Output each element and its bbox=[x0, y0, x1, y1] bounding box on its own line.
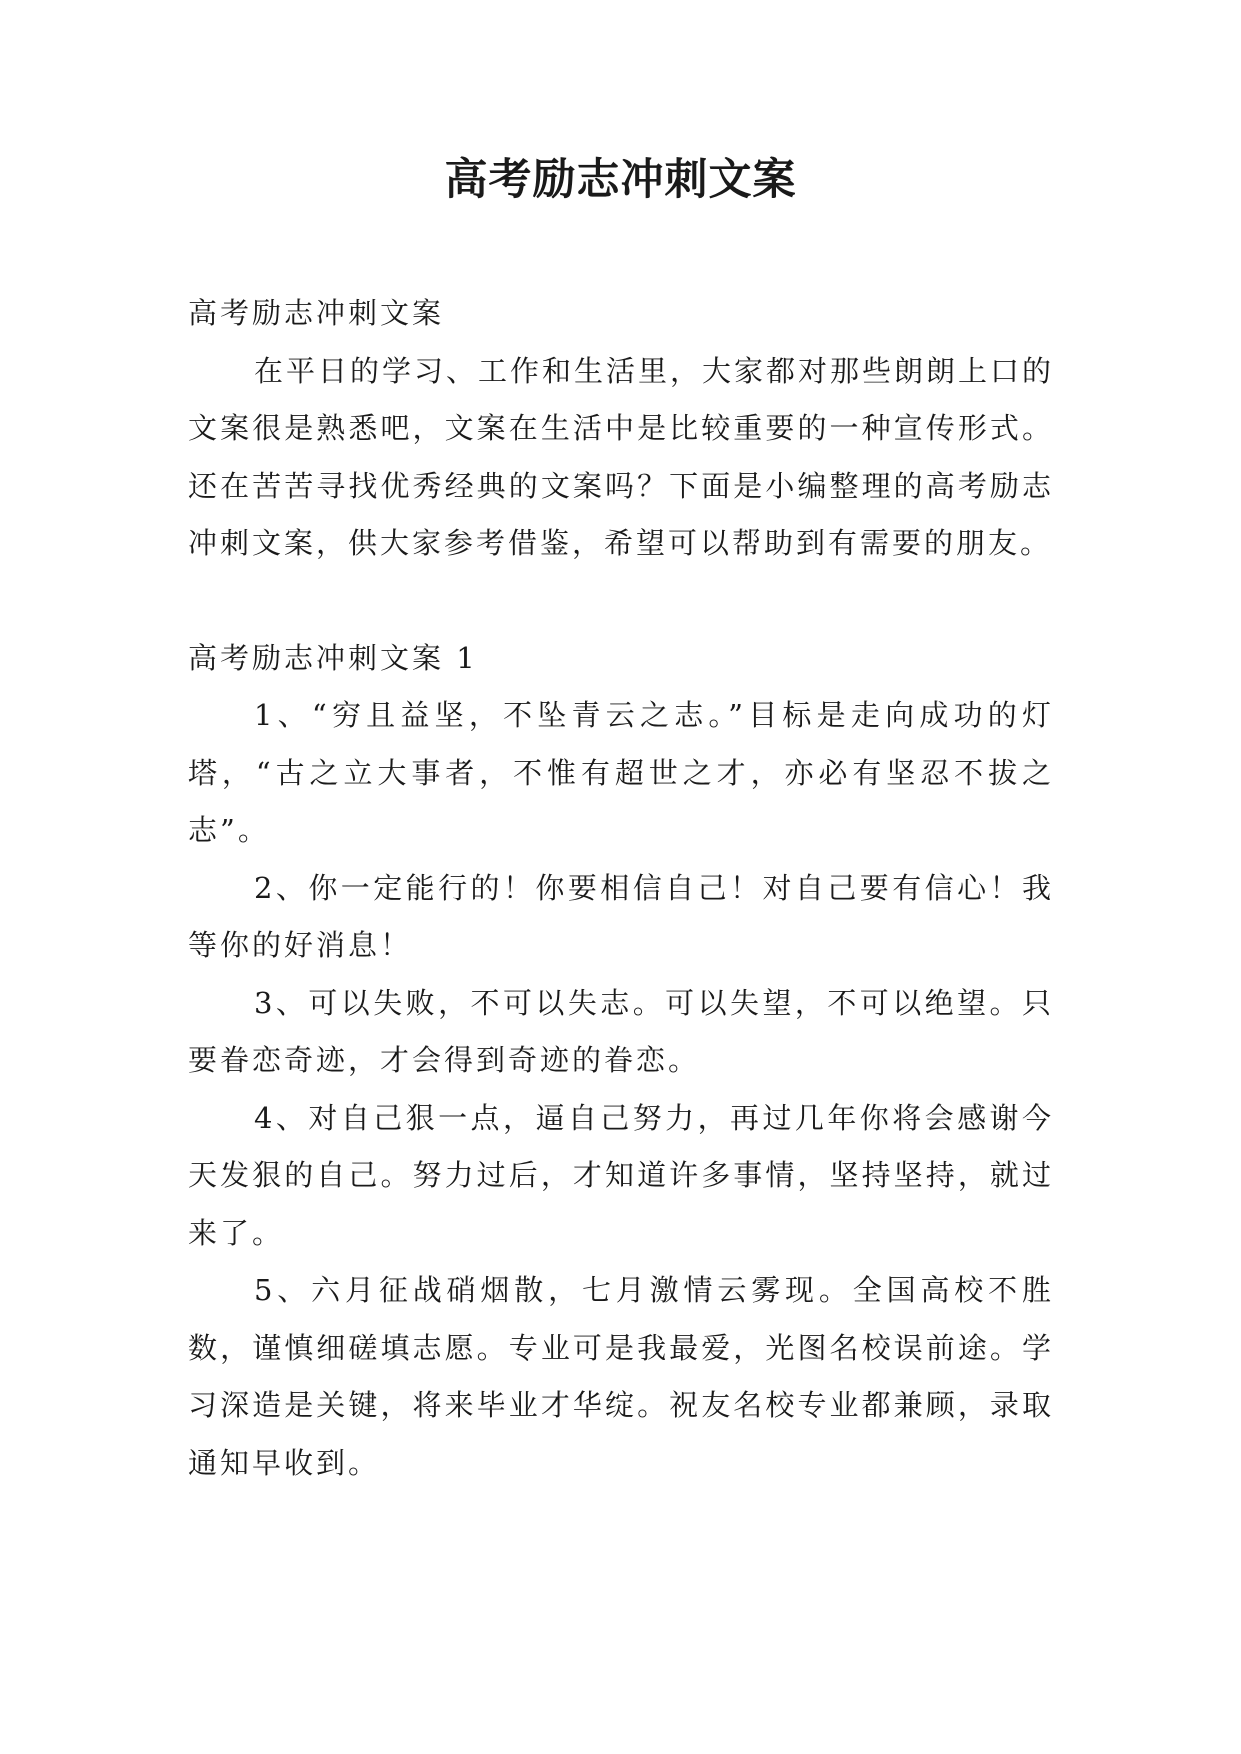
list-item: 2、你一定能行的！你要相信自己！对自己要有信心！我等你的好消息！ bbox=[188, 870, 1054, 962]
document-body bbox=[188, 285, 1054, 1492]
list-item: 5、六月征战硝烟散，七月激情云雾现。全国高校不胜数，谨慎细磋填志愿。专业可是我最爱，光图名校误前途。学习深造是关键，将来毕业才华绽。祝友名校专业都兼顾，录取通知早收到。 bbox=[188, 1273, 1054, 1480]
list-item: 1、“穷且益坚，不坠青云之志。”目标是走向成功的灯塔，“古之立大事者，不惟有超世之才，亦必有坚忍不拔之志”。 bbox=[188, 698, 1054, 847]
intro-paragraph: 在平日的学习、工作和生活里，大家都对那些朗朗上口的文案很是熟悉吧，文案在生活中是比较重要的一种宣传形式。还在苦苦寻找优秀经典的文案吗？下面是小编整理的高考励志冲刺文案，供大家参考借鉴，希望可以帮助到有需要的朋友。 bbox=[188, 353, 1055, 560]
list-item: 3、可以失败，不可以失志。可以失望，不可以绝望。只要眷恋奇迹，才会得到奇迹的眷恋。 bbox=[188, 985, 1054, 1077]
intro-heading: 高考励志冲刺文案 bbox=[188, 296, 445, 330]
section-spacer bbox=[188, 573, 1054, 630]
document-title: 高考励志冲刺文案 bbox=[444, 155, 797, 205]
list-item: 4、对自己狠一点，逼自己努力，再过几年你将会感谢今天发狠的自己。努力过后，才知道许多事情，坚持坚持，就过来了。 bbox=[188, 1100, 1054, 1250]
section-heading: 高考励志冲刺文案 1 bbox=[188, 640, 478, 675]
